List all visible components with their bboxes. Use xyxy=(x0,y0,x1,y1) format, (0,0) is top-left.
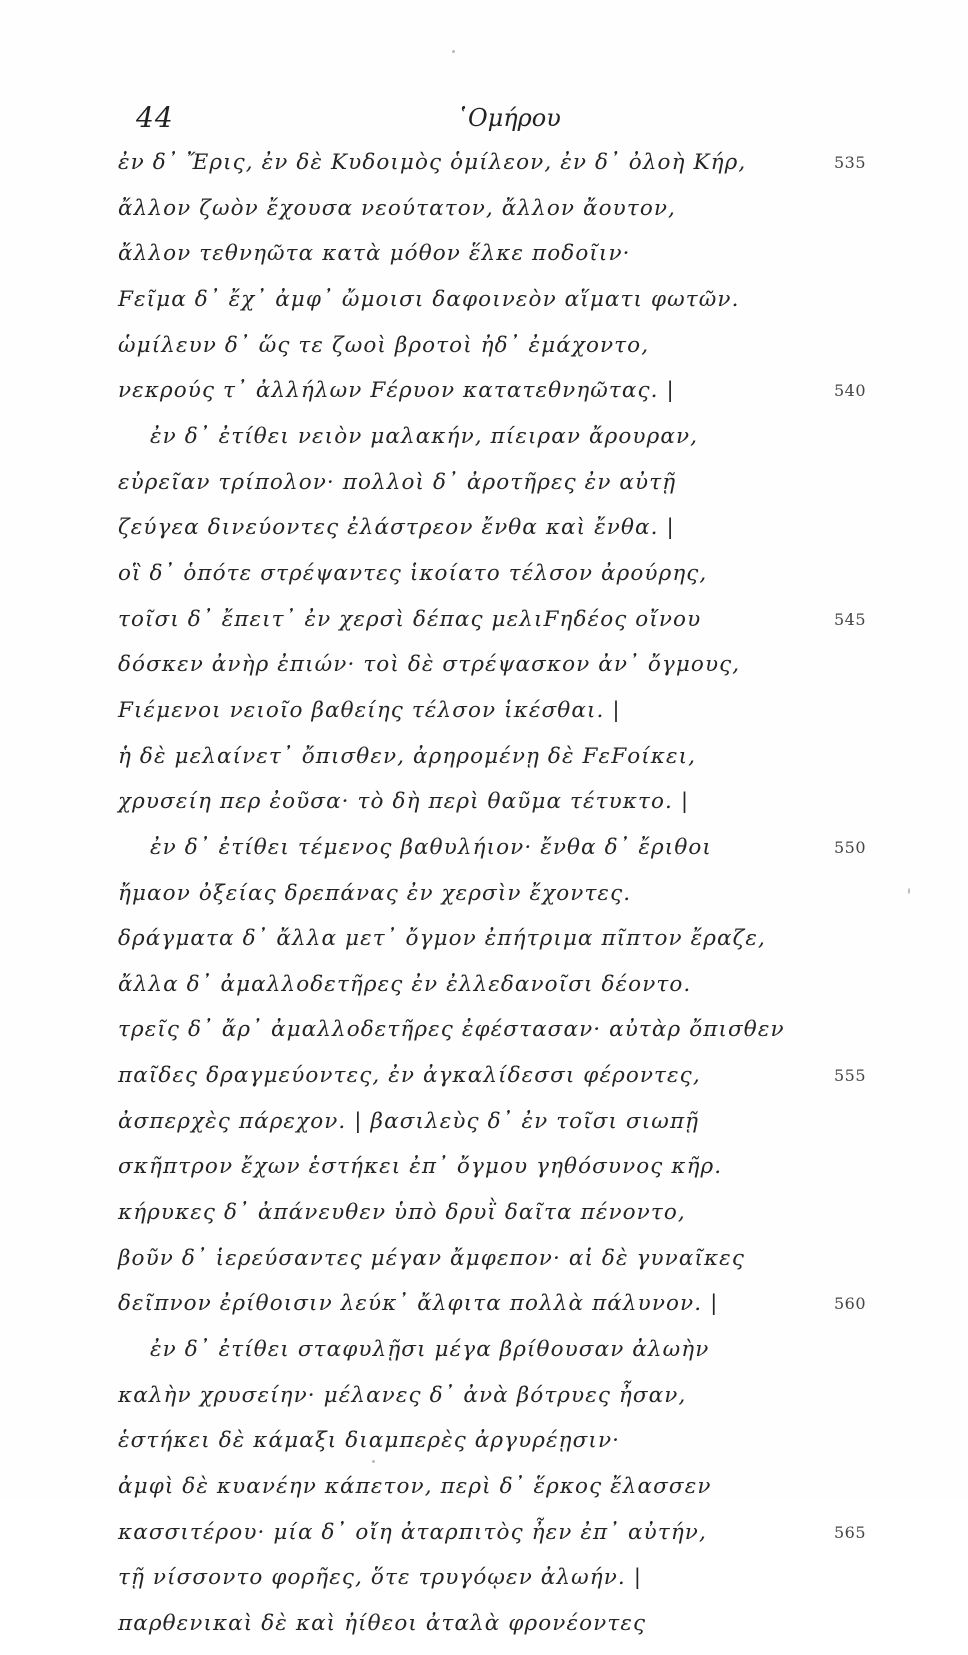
line-number: 550 xyxy=(834,837,867,857)
verse-text: κήρυκες δ᾽ ἀπάνευθεν ὑπὸ δρυῒ δαῖτα πένοντο, xyxy=(118,1200,686,1226)
verse-text: κασσιτέρου· μία δ᾽ οἴη ἀταρπιτὸς ἦεν ἐπ᾽ αὐτήν, xyxy=(118,1519,707,1545)
verse-line xyxy=(0,1563,968,1609)
page-number: 44 xyxy=(136,101,174,134)
verse-block xyxy=(0,148,968,1655)
verse-text: ἀσπερχὲς πάρεχον. | βασιλεὺς δ᾽ ἐν τοῖσι σιωπῇ xyxy=(118,1108,700,1134)
verse-line xyxy=(0,559,968,605)
verse-text: παῖδες δραγμεύοντες, ἐν ἀγκαλίδεσσι φέροντες, xyxy=(118,1063,701,1089)
verse-text: Fιέμενοι νειοῖο βαθείης τέλσον ἱκέσθαι. | xyxy=(118,697,621,723)
paper-speck xyxy=(452,50,455,53)
verse-line xyxy=(0,1609,968,1655)
verse-line xyxy=(0,742,968,788)
verse-line xyxy=(0,696,968,742)
paper-speck xyxy=(908,888,910,894)
line-number: 565 xyxy=(834,1522,867,1542)
verse-text: Fεῖμα δ᾽ ἔχ᾽ ἀμφ᾽ ὤμοισι δαφοινεὸν αἵματι φωτῶν. xyxy=(118,286,740,312)
verse-line xyxy=(0,239,968,285)
verse-text: ἡ δὲ μελαίνετ᾽ ὄπισθεν, ἀρηρομένῃ δὲ FεFοίκει, xyxy=(118,743,697,769)
verse-text: τῇ νίσσοντο φορῆες, ὅτε τρυγόῳεν ἀλωήν. | xyxy=(118,1565,643,1591)
verse-text: ἄλλον ζωὸν ἔχουσα νεούτατον, ἄλλον ἄουτον, xyxy=(118,195,676,221)
line-number: 560 xyxy=(834,1294,867,1314)
verse-line xyxy=(0,376,968,422)
verse-line xyxy=(0,605,968,651)
verse-line xyxy=(0,1335,968,1381)
verse-text: ἐν δ᾽ ἐτίθει τέμενος βαθυλήιον· ἔνθα δ᾽ ἔριθοι xyxy=(150,834,712,860)
verse-line xyxy=(0,970,968,1016)
verse-line xyxy=(0,331,968,377)
verse-line xyxy=(0,833,968,879)
verse-text: σκῆπτρον ἔχων ἑστήκει ἐπ᾽ ὄγμου γηθόσυνος κῆρ. xyxy=(118,1154,723,1180)
verse-text: ἑστήκει δὲ κάμαξι διαμπερὲς ἀργυρέῃσιν· xyxy=(118,1428,621,1454)
verse-text: ἄλλα δ᾽ ἀμαλλοδετῆρες ἐν ἐλλεδανοῖσι δέοντο. xyxy=(118,971,692,997)
verse-line xyxy=(0,1381,968,1427)
verse-text: ἤμαον ὀξείας δρεπάνας ἐν χερσὶν ἔχοντες. xyxy=(118,880,632,906)
verse-line xyxy=(0,1107,968,1153)
verse-text: ἐν δ᾽ ἐτίθει νειὸν μαλακήν, πίειραν ἄρουραν, xyxy=(150,423,699,449)
verse-line xyxy=(0,285,968,331)
verse-line xyxy=(0,1198,968,1244)
verse-line xyxy=(0,650,968,696)
line-number: 545 xyxy=(834,609,867,629)
verse-text: νεκρούς τ᾽ ἀλλήλων Fέρυον κατατεθνηῶτας. | xyxy=(118,378,675,404)
verse-text: δράγματα δ᾽ ἄλλα μετ᾽ ὄγμον ἐπήτριμα πῖπτον ἔραζε, xyxy=(118,926,766,952)
line-number: 535 xyxy=(834,153,867,172)
running-head: ῾Ομήρου xyxy=(456,104,561,132)
verse-text: οἳ δ᾽ ὁπότε στρέψαντες ἱκοίατο τέλσον ἀρούρης, xyxy=(118,560,708,586)
verse-line xyxy=(0,1015,968,1061)
verse-text: καλὴν χρυσείην· μέλανες δ᾽ ἀνὰ βότρυες ἦσαν, xyxy=(118,1382,687,1408)
verse-text: εὐρεῖαν τρίπολον· πολλοὶ δ᾽ ἀροτῆρες ἐν αὐτῇ xyxy=(118,469,677,495)
paper-speck xyxy=(372,1460,375,1463)
verse-line xyxy=(0,513,968,559)
verse-line xyxy=(0,1518,968,1564)
verse-line xyxy=(0,1061,968,1107)
verse-line xyxy=(0,879,968,925)
verse-text: χρυσείη περ ἐοῦσα· τὸ δὴ περὶ θαῦμα τέτυκτο. | xyxy=(118,789,690,815)
verse-text: τρεῖς δ᾽ ἄρ᾽ ἀμαλλοδετῆρες ἐφέστασαν· αὐτὰρ ὄπισθεν xyxy=(118,1017,785,1043)
verse-line xyxy=(0,1289,968,1335)
verse-line xyxy=(0,422,968,468)
verse-line xyxy=(0,194,968,240)
verse-text: ἐν δ᾽ Ἔρις, ἐν δὲ Κυδοιμὸς ὁμίλεον, ἐν δ᾽ ὀλοὴ Κήρ, xyxy=(118,150,747,175)
verse-line xyxy=(0,468,968,514)
verse-text: βοῦν δ᾽ ἱερεύσαντες μέγαν ἄμφεπον· αἱ δὲ γυναῖκες xyxy=(118,1245,745,1271)
verse-text: ἐν δ᾽ ἐτίθει σταφυλῇσι μέγα βρίθουσαν ἀλωὴν xyxy=(150,1337,710,1363)
verse-line xyxy=(0,1426,968,1472)
line-number: 555 xyxy=(834,1066,867,1086)
verse-line xyxy=(0,1244,968,1290)
verse-text: ὡμίλευν δ᾽ ὥς τε ζωοὶ βροτοὶ ἠδ᾽ ἐμάχοντο, xyxy=(118,332,650,358)
verse-line xyxy=(0,924,968,970)
verse-text: δόσκεν ἀνὴρ ἐπιών· τοὶ δὲ στρέψασκον ἀν᾽ ὄγμους, xyxy=(118,652,741,678)
verse-text: ἄλλον τεθνηῶτα κατὰ μόθον ἕλκε ποδοῖιν· xyxy=(118,241,631,267)
verse-text: ζεύγεα δινεύοντες ἐλάστρεον ἔνθα καὶ ἔνθα. | xyxy=(118,515,675,541)
verse-line xyxy=(0,148,968,194)
verse-text: ἀμφὶ δὲ κυανέην κάπετον, περὶ δ᾽ ἕρκος ἔλασσεν xyxy=(118,1474,712,1500)
verse-text: τοῖσι δ᾽ ἔπειτ᾽ ἐν χερσὶ δέπας μελιFηδέος οἴνου xyxy=(118,606,702,632)
line-number: 540 xyxy=(834,381,867,401)
verse-text: παρθενικαὶ δὲ καὶ ἠίθεοι ἀταλὰ φρονέοντες xyxy=(118,1611,647,1636)
verse-line xyxy=(0,1472,968,1518)
verse-text: δεῖπνον ἐρίθοισιν λεύκ᾽ ἄλφιτα πολλὰ πάλυνον. | xyxy=(118,1291,719,1317)
verse-line xyxy=(0,1152,968,1198)
verse-line xyxy=(0,787,968,833)
